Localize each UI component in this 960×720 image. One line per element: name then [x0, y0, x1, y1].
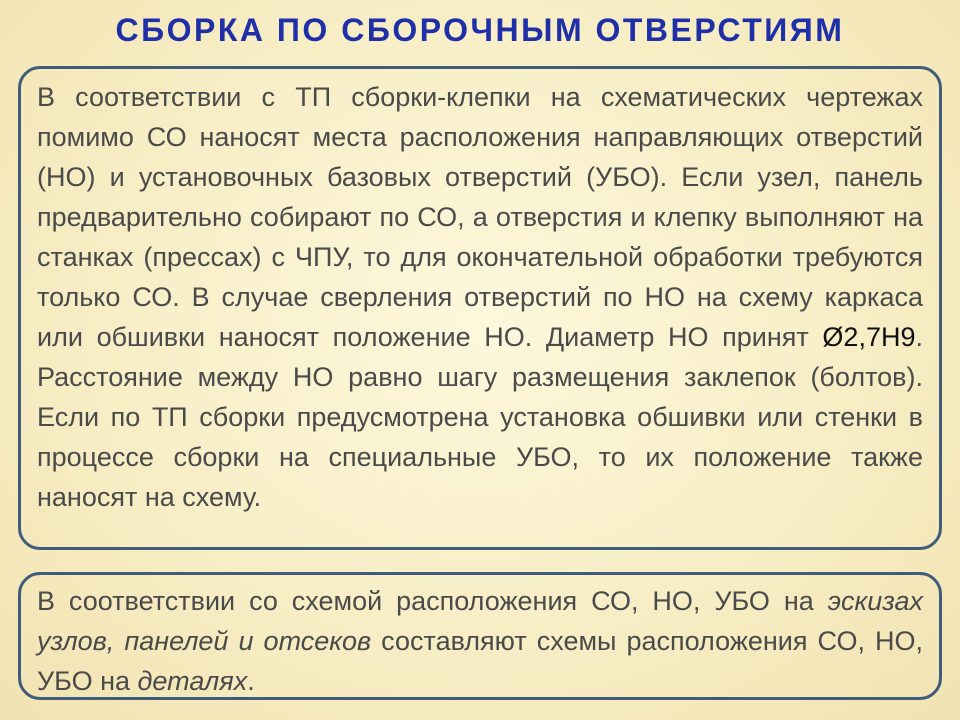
summary-italic-sketches: эскизах узлов, панелей и отсеков	[37, 586, 923, 656]
main-text-before: В соответствии с ТП сборки-клепки на схематических чертежах помимо СО наносят места расположения направляющих отверстий (НО) и установочных базовых отверстий (УБО). Если узел, панель предварительно собирают по СО, а отверстия и клепку выполняют на станках (прессах) с ЧПУ, то для окончательной обработки требуются только СО. В случае сверления отверстий по НО на схему каркаса или обшивки наносят положение НО. Диаметр НО принят	[37, 82, 923, 352]
text-block-main	[18, 66, 942, 550]
diameter-value: Ø2,7Н9	[822, 322, 916, 352]
page-title: СБОРКА ПО СБОРОЧНЫМ ОТВЕРСТИЯМ	[115, 12, 845, 48]
summary-part1: В соответствии со схемой расположения СО, НО, УБО на	[37, 586, 828, 616]
summary-paragraph	[37, 581, 923, 701]
summary-part2: составляют схемы расположения СО, НО, УБО на	[37, 626, 924, 696]
summary-italic-details: деталях	[137, 666, 248, 696]
text-block-summary	[18, 572, 942, 700]
main-paragraph	[37, 77, 923, 517]
summary-part3: .	[247, 666, 255, 696]
main-text-after: . Расстояние между НО равно шагу размещения заклепок (болтов). Если по ТП сборки предусмотрена установка обшивки или стенки в процессе сборки на специальные УБО, то их положение также наносят на схему.	[37, 322, 923, 512]
